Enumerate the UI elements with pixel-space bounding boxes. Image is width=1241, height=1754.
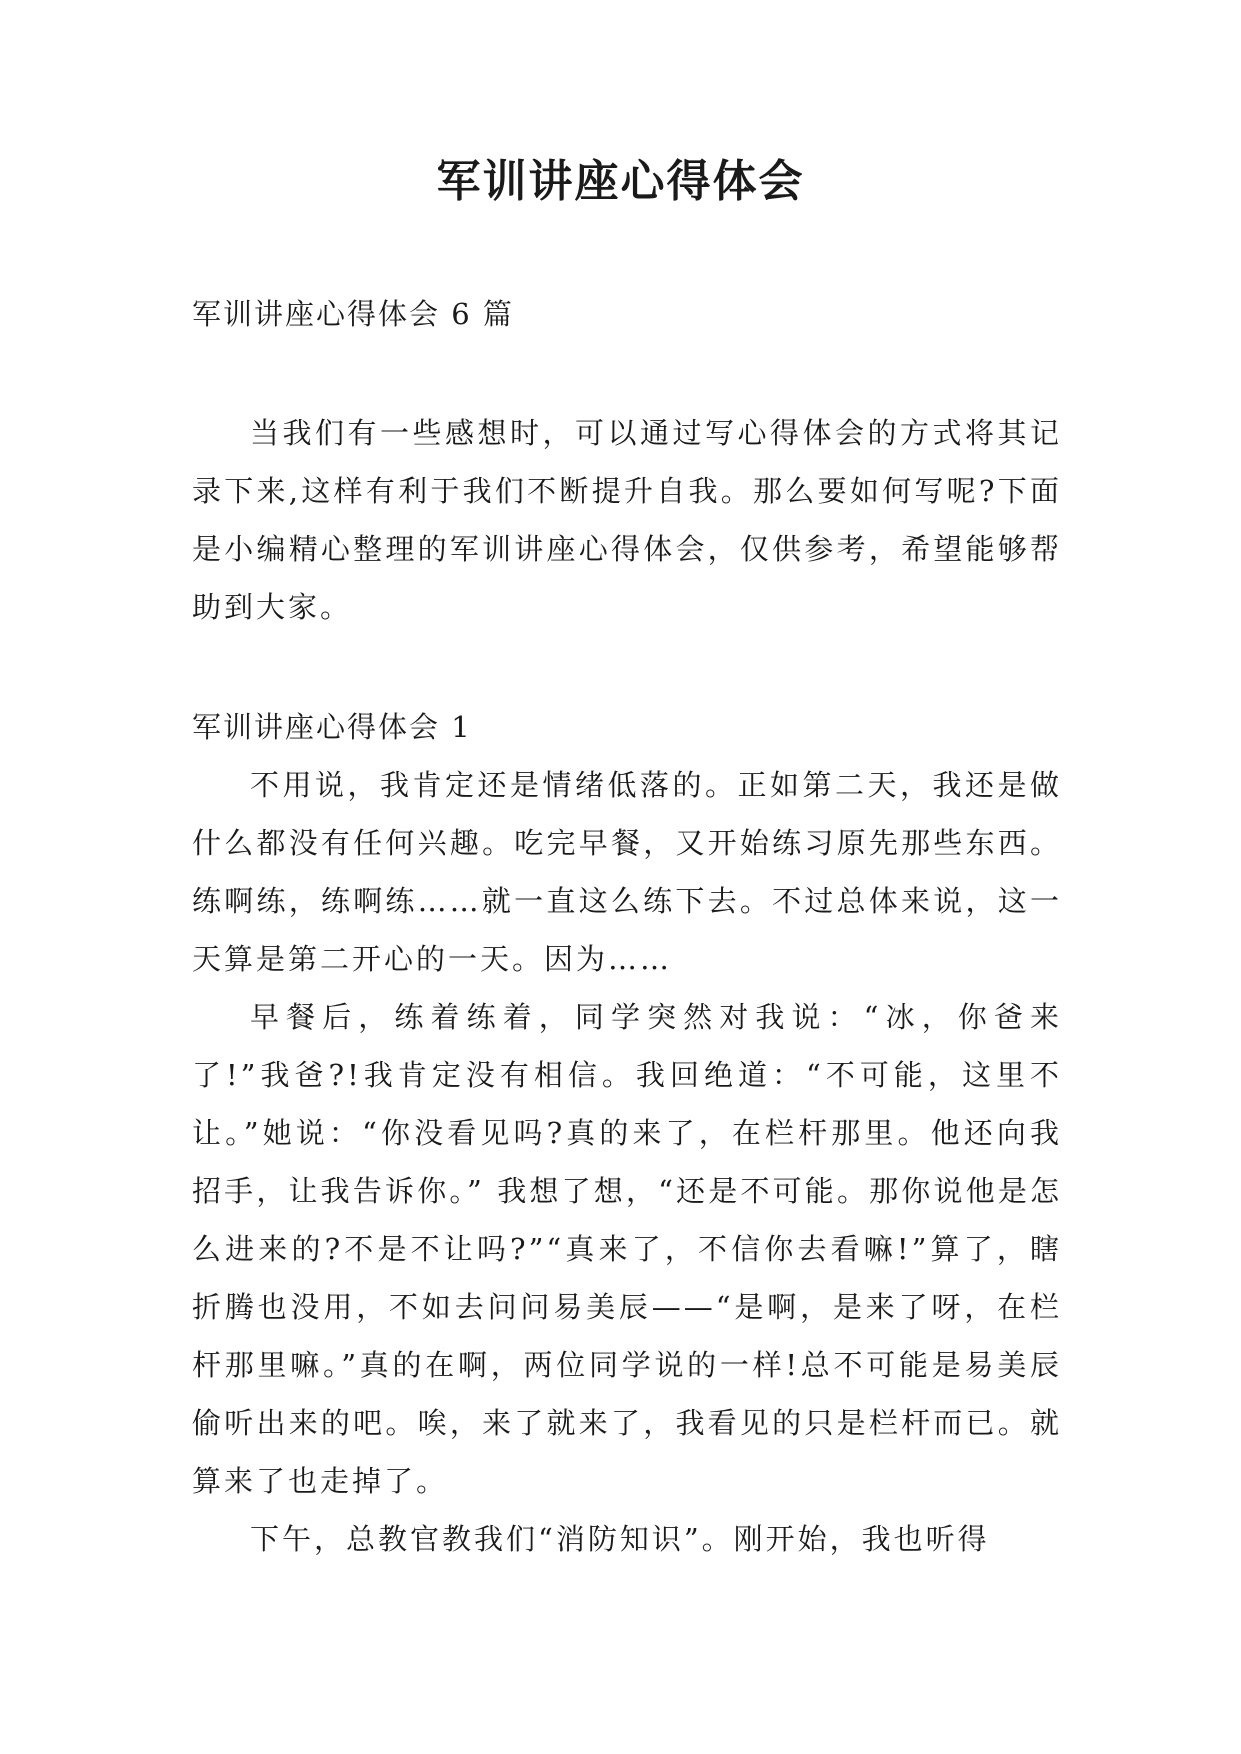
section-heading-1: 军训讲座心得体会 1: [192, 710, 472, 744]
intro-paragraph: 当我们有一些感想时，可以通过写心得体会的方式将其记录下来,这样有利于我们不断提升自我。那么要如何写呢?下面是小编精心整理的军训讲座心得体会，仅供参考，希望能够帮助到大家。: [192, 416, 1062, 624]
body-paragraph-2: 早餐后，练着练着，同学突然对我说：“冰，你爸来了!”我爸?!我肯定没有相信。我回绝道：“不可能，这里不让。”她说：“你没看见吗?真的来了，在栏杆那里。他还向我招手，让我告诉你。” 我想了想，“还是不可能。那你说他是怎么进来的?不是不让吗?”“真来了，不信你去看嘛!”算了，瞎折腾也没用，不如去问问易美辰——“是啊，是来了呀，在栏杆那里嘛。”真的在啊，两位同学说的一样!总不可能是易美辰偷听出来的吧。唉，来了就来了，我看见的只是栏杆而已。就算来了也走掉了。: [192, 1000, 1062, 1498]
body-paragraph-3: 下午，总教官教我们“消防知识”。刚开始，我也听得: [250, 1522, 990, 1556]
document-subtitle: 军训讲座心得体会 6 篇: [192, 297, 514, 331]
intro-block: [192, 404, 1062, 636]
document-title: 军训讲座心得体会: [436, 156, 805, 207]
section-body-1: [192, 756, 1062, 1568]
body-paragraph-1: 不用说，我肯定还是情绪低落的。正如第二天，我还是做什么都没有任何兴趣。吃完早餐，又开始练习原先那些东西。练啊练，练啊练……就一直这么练下去。不过总体来说，这一天算是第二开心的一天。因为……: [192, 768, 1062, 976]
